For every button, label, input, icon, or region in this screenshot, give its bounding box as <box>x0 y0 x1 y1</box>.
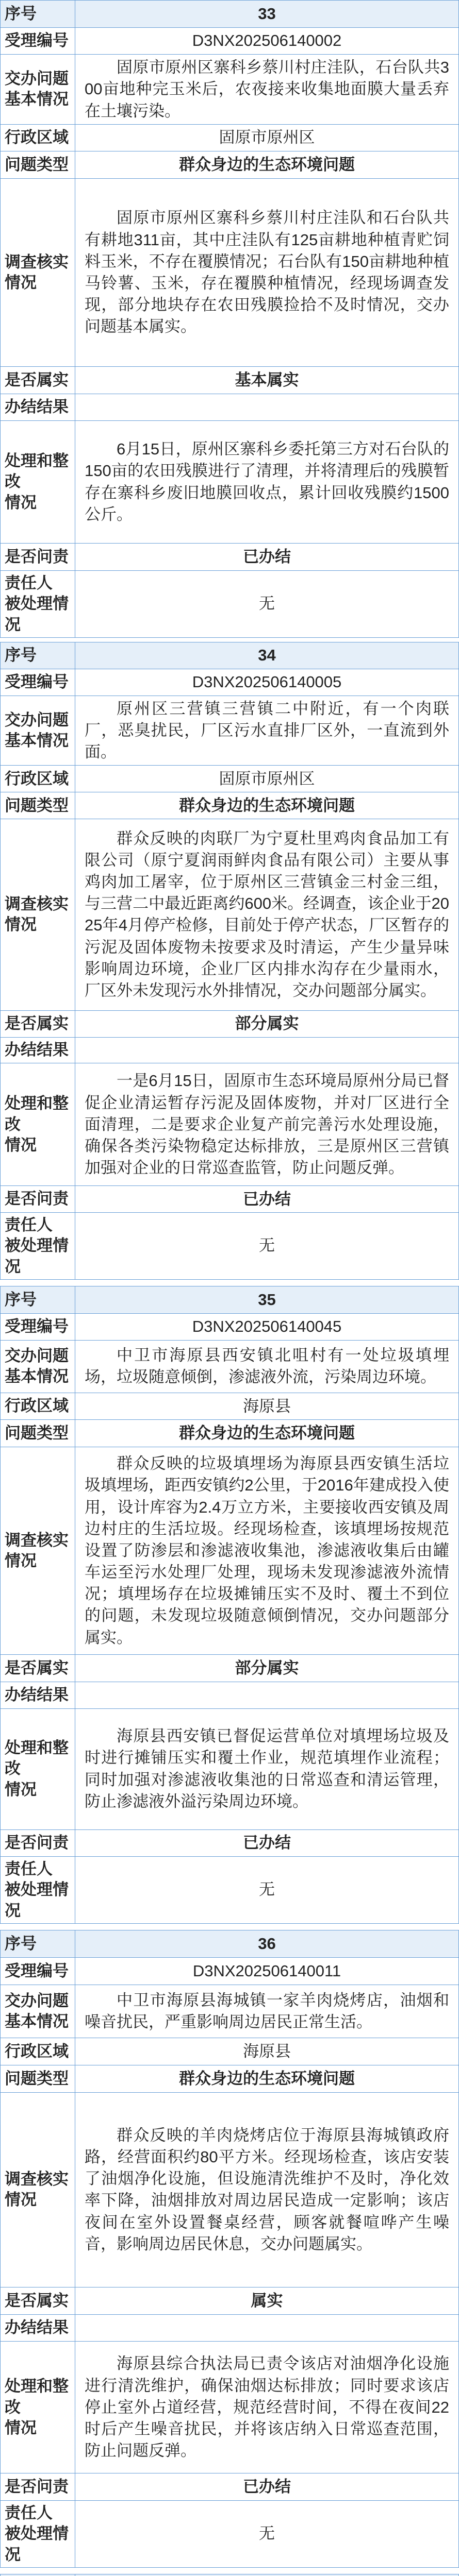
category-value: 群众身边的生态环境问题 <box>75 2065 459 2092</box>
verdict-value <box>75 394 459 420</box>
verification-label: 调查核实 情况 <box>1 2092 75 2287</box>
responsible-row <box>1 1213 459 1280</box>
responsible-row <box>1 571 459 638</box>
is-true-row <box>1 1655 459 1682</box>
seq-row <box>1 2574 459 2576</box>
district-value: 固原市原州区 <box>75 124 459 151</box>
verification-value: 群众反映的肉联厂为宁夏杜里鸡肉食品加工有限公司（原宁夏润雨鲜肉食品有限公司）主要从事鸡肉加工屠宰，位于原州区三营镇金三村金三组，与三营二中最近距离约600米。经调查，该企业于2025年4月停产检修，目前处于停产状态，厂区暂存的污泥及固体废物未按要求及时清运，产生少量异味影响周边环境，企业厂区内排水沟存在少量雨水，厂区外未发现污水外排情况，交办问题部分属实。 <box>75 819 459 1010</box>
category-row <box>1 792 459 819</box>
basic-info-row <box>1 1985 459 2038</box>
verdict-row <box>1 1037 459 1063</box>
seq-label: 序号 <box>1 1286 75 1314</box>
basic-info-value: 中卫市海原县海城镇一家羊肉烧烤店，油烟和噪音扰民，严重影响周边居民正常生活。 <box>75 1985 459 2038</box>
district-row <box>1 1393 459 1420</box>
case-card <box>0 642 459 1280</box>
handling-label: 处理和整改 情况 <box>1 1063 75 1186</box>
handling-value: 海原县综合执法局已责令该店对油烟净化设施进行清洗维护，确保油烟达标排放；同时要求该店停止室外占道经营，规范经营时间，不得在夜间22时后产生噪音扰民，并将该店纳入日常巡查范围，防止问题反弹。 <box>75 2342 459 2473</box>
category-value: 群众身边的生态环境问题 <box>75 151 459 179</box>
seq-value: 35 <box>75 1286 459 1314</box>
complaint-no-row <box>1 1957 459 1985</box>
verdict-row <box>1 1682 459 1708</box>
district-row <box>1 124 459 151</box>
is-true-row <box>1 367 459 394</box>
responsible-value: 无 <box>75 1857 459 1924</box>
accountable-label: 是否问责 <box>1 1829 75 1857</box>
responsible-label: 责任人 被处理情况 <box>1 1857 75 1924</box>
verdict-row <box>1 2314 459 2341</box>
handling-label: 处理和整改 情况 <box>1 1708 75 1829</box>
seq-label <box>1 2574 75 2576</box>
handling-row <box>1 420 459 544</box>
verdict-value <box>75 1037 459 1063</box>
responsible-label: 责任人 被处理情况 <box>1 2501 75 2568</box>
basic-info-row <box>1 1341 459 1393</box>
district-label: 行政区域 <box>1 2038 75 2065</box>
seq-row <box>1 642 459 669</box>
handling-value: 6月15日，原州区寨科乡委托第三方对石台队的150亩的农田残膜进行了清理，并将清理后的残膜暂存在寨科乡废旧地膜回收点，累计回收残膜约1500公斤。 <box>75 420 459 544</box>
responsible-value: 无 <box>75 2501 459 2568</box>
seq-row <box>1 1930 459 1958</box>
handling-row <box>1 1708 459 1829</box>
district-value: 海原县 <box>75 2038 459 2065</box>
accountable-row <box>1 2473 459 2501</box>
complaint-no-value: D3NX202506140005 <box>75 669 459 696</box>
accountable-value: 已办结 <box>75 544 459 571</box>
basic-info-value: 固原市原州区寨科乡蔡川村庄洼队，石台队共300亩地种完玉米后，农夜接来收集地面膜大量丢弃在土壤污染。 <box>75 55 459 124</box>
seq-label: 序号 <box>1 1930 75 1958</box>
is-true-label: 是否属实 <box>1 2287 75 2315</box>
case-table <box>0 2574 459 2576</box>
verification-value: 群众反映的羊肉烧烤店位于海原县海城镇政府路，经营面积约80平方米。经现场检查，该店安装了油烟净化设施，但设施清洗维护不及时，净化效率下降，油烟排放对周边居民造成一定影响；该店夜间在室外设置餐桌经营，顾客就餐喧哗产生噪音，影响周边居民休息，交办问题属实。 <box>75 2092 459 2287</box>
is-true-value: 属实 <box>75 2287 459 2315</box>
complaint-no-label: 受理编号 <box>1 669 75 696</box>
basic-info-label: 交办问题 基本情况 <box>1 696 75 765</box>
seq-value <box>75 2574 459 2576</box>
category-row <box>1 1420 459 1447</box>
verification-label: 调查核实 情况 <box>1 819 75 1010</box>
basic-info-label: 交办问题 基本情况 <box>1 55 75 124</box>
complaint-no-label: 受理编号 <box>1 27 75 55</box>
seq-value: 34 <box>75 642 459 669</box>
verification-row <box>1 1447 459 1654</box>
seq-label: 序号 <box>1 642 75 669</box>
verdict-label: 办结结果 <box>1 1682 75 1708</box>
is-true-value: 部分属实 <box>75 1655 459 1682</box>
seq-value: 36 <box>75 1930 459 1958</box>
complaint-no-value: D3NX202506140002 <box>75 27 459 55</box>
category-label: 问题类型 <box>1 792 75 819</box>
case-table <box>0 642 459 1280</box>
seq-value: 33 <box>75 1 459 28</box>
district-row <box>1 766 459 792</box>
accountable-label: 是否问责 <box>1 544 75 571</box>
basic-info-label: 交办问题 基本情况 <box>1 1341 75 1393</box>
accountable-value: 已办结 <box>75 1829 459 1857</box>
case-card <box>0 1930 459 2568</box>
verdict-row <box>1 394 459 420</box>
is-true-row <box>1 1010 459 1037</box>
seq-row <box>1 1 459 28</box>
responsible-row <box>1 2501 459 2568</box>
complaint-no-row <box>1 669 459 696</box>
district-value: 固原市原州区 <box>75 766 459 792</box>
is-true-label: 是否属实 <box>1 367 75 394</box>
handling-row <box>1 2342 459 2473</box>
category-row <box>1 2065 459 2092</box>
responsible-label: 责任人 被处理情况 <box>1 571 75 638</box>
basic-info-value: 中卫市海原县西安镇北咀村有一处垃圾填埋场，垃圾随意倾倒，渗滤液外流，污染周边环境。 <box>75 1341 459 1393</box>
complaint-no-row <box>1 27 459 55</box>
complaint-no-row <box>1 1313 459 1341</box>
category-label: 问题类型 <box>1 1420 75 1447</box>
verdict-label: 办结结果 <box>1 394 75 420</box>
accountable-value: 已办结 <box>75 2473 459 2501</box>
complaint-no-label: 受理编号 <box>1 1313 75 1341</box>
handling-row <box>1 1063 459 1186</box>
category-row <box>1 151 459 179</box>
verification-label: 调查核实 情况 <box>1 178 75 366</box>
case-table <box>0 1930 459 2568</box>
case-card <box>0 1286 459 1924</box>
basic-info-label: 交办问题 基本情况 <box>1 1985 75 2038</box>
category-value: 群众身边的生态环境问题 <box>75 792 459 819</box>
responsible-row <box>1 1857 459 1924</box>
handling-value: 海原县西安镇已督促运营单位对填埋场垃圾及时进行摊铺压实和覆土作业，规范填埋作业流程；同时加强对渗滤液收集池的日常巡查和清运管理，防止渗滤液外溢污染周边环境。 <box>75 1708 459 1829</box>
handling-value: 一是6月15日，固原市生态环境局原州分局已督促企业清运暂存污泥及固体废物，并对厂区进行全面清理，二是要求企业复产前完善污水处理设施，确保各类污染物稳定达标排放，三是原州区三营镇加强对企业的日常巡查监管，防止问题反弹。 <box>75 1063 459 1186</box>
verification-row <box>1 178 459 366</box>
district-label: 行政区域 <box>1 124 75 151</box>
verification-value: 固原市原州区寨科乡蔡川村庄洼队和石台队共有耕地311亩，其中庄洼队有125亩耕地种植青贮饲料玉米，不存在覆膜情况；石台队有150亩耕地种植马铃薯、玉米，存在覆膜种植情况，经现场调查发现，部分地块存在农田残膜捡拾不及时情况，交办问题基本属实。 <box>75 178 459 366</box>
verdict-value <box>75 2314 459 2341</box>
verification-value: 群众反映的垃圾填埋场为海原县西安镇生活垃圾填埋场，距西安镇约2公里，于2016年建成投入使用，设计库容为2.4万立方米，主要接收西安镇及周边村庄的生活垃圾。经现场检查，该填埋场按规范设置了防渗层和渗滤液收集池，渗滤液收集后由罐车运至污水处理厂处理，现场未发现渗滤液外流情况；填埋场存在垃圾摊铺压实不及时、覆土不到位的问题，未发现垃圾随意倾倒情况，交办问题部分属实。 <box>75 1447 459 1654</box>
accountable-row <box>1 544 459 571</box>
verdict-value <box>75 1682 459 1708</box>
basic-info-value: 原州区三营镇三营镇二中附近，有一个肉联厂，恶臭扰民，厂区污水直排厂区外，一直流到外面。 <box>75 696 459 765</box>
is-true-value: 基本属实 <box>75 367 459 394</box>
complaint-no-value: D3NX202506140011 <box>75 1957 459 1985</box>
category-label: 问题类型 <box>1 2065 75 2092</box>
case-table <box>0 0 459 638</box>
case-card <box>0 0 459 638</box>
accountable-row <box>1 1829 459 1857</box>
is-true-label: 是否属实 <box>1 1010 75 1037</box>
verification-label: 调查核实 情况 <box>1 1447 75 1654</box>
accountable-label: 是否问责 <box>1 1186 75 1213</box>
accountable-value: 已办结 <box>75 1186 459 1213</box>
accountable-label: 是否问责 <box>1 2473 75 2501</box>
case-card <box>0 2574 459 2576</box>
is-true-value: 部分属实 <box>75 1010 459 1037</box>
responsible-value: 无 <box>75 1213 459 1280</box>
basic-info-row <box>1 696 459 765</box>
seq-row <box>1 1286 459 1314</box>
handling-label: 处理和整改 情况 <box>1 2342 75 2473</box>
category-value: 群众身边的生态环境问题 <box>75 1420 459 1447</box>
verification-row <box>1 819 459 1010</box>
district-label: 行政区域 <box>1 1393 75 1420</box>
responsible-label: 责任人 被处理情况 <box>1 1213 75 1280</box>
district-row <box>1 2038 459 2065</box>
is-true-label: 是否属实 <box>1 1655 75 1682</box>
handling-label: 处理和整改 情况 <box>1 420 75 544</box>
verdict-label: 办结结果 <box>1 1037 75 1063</box>
category-label: 问题类型 <box>1 151 75 179</box>
basic-info-row <box>1 55 459 124</box>
district-value: 海原县 <box>75 1393 459 1420</box>
verification-row <box>1 2092 459 2287</box>
responsible-value: 无 <box>75 571 459 638</box>
verdict-label: 办结结果 <box>1 2314 75 2341</box>
is-true-row <box>1 2287 459 2315</box>
accountable-row <box>1 1186 459 1213</box>
seq-label: 序号 <box>1 1 75 28</box>
district-label: 行政区域 <box>1 766 75 792</box>
case-table <box>0 1286 459 1924</box>
complaint-no-value: D3NX202506140045 <box>75 1313 459 1341</box>
complaint-no-label: 受理编号 <box>1 1957 75 1985</box>
